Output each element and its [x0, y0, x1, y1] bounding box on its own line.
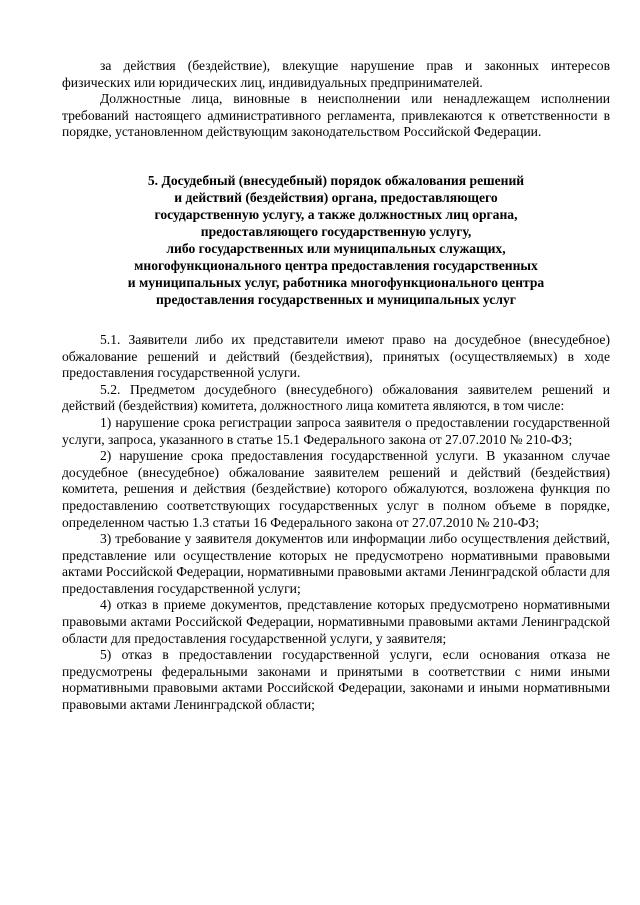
heading-line: предоставления государственных и муниципальных услуг	[156, 291, 516, 307]
list-item-1: 1) нарушение срока регистрации запроса заявителя о предоставлении государственной услуги, запроса, указанного в статье 15.1 Федерального закона от 27.07.2010 № 210-ФЗ;	[62, 414, 610, 447]
heading-line: государственную услугу, а также должностных лиц органа,	[154, 206, 518, 222]
intro-paragraph-2: Должностные лица, виновные в неисполнении или ненадлежащем исполнении требований настоящего административного регламента, привлекаются к ответственности в порядке, установленном действующим законодательством Российской Федерации.	[62, 91, 610, 140]
heading-line: многофункционального центра предоставления государственных	[134, 257, 538, 273]
list-item-5: 5) отказ в предоставлении государственной услуги, если основания отказа не предусмотрены федеральными законами и принятыми в соответствии с ними иными нормативными правовыми актами Российской Федерации, законами и иными нормативными правовыми актами Ленинградской области;	[62, 647, 610, 713]
heading-line: предоставляющего государственную услугу,	[200, 223, 472, 239]
heading-line: и действий (бездействия) органа, предоставляющего	[174, 189, 498, 205]
intro-paragraph-1: за действия (бездействие), влекущие нарушение прав и законных интересов физических или юридических лиц, индивидуальных предпринимателей.	[62, 58, 610, 90]
paragraph-5-2: 5.2. Предметом досудебного (внесудебного) обжалования заявителем решений и действий (бездействия) комитета, должностного лица комитета являются, в том числе:	[62, 381, 610, 414]
list-item-3: 3) требование у заявителя документов или информации либо осуществления действий, представление или осуществление которых не предусмотрено нормативными правовыми актами Российской Федерации, нормативными правовыми актами Ленинградской области для предоставления государственной услуги;	[62, 531, 610, 596]
heading-line: и муниципальных услуг, работника многофункционального центра	[127, 274, 545, 290]
heading-line: 5. Досудебный (внесудебный) порядок обжалования решений	[147, 172, 525, 188]
heading-line: либо государственных или муниципальных служащих,	[166, 240, 506, 256]
section-heading	[62, 172, 610, 308]
paragraph-5-1: 5.1. Заявители либо их представители имеют право на досудебное (внесудебное) обжалование решений и действий (бездействия), принятых (осуществляемых) в ходе предоставления государственной услуги.	[62, 331, 610, 381]
list-item-4: 4) отказ в приеме документов, представление которых предусмотрено нормативными правовыми актами Российской Федерации, нормативными правовыми актами Ленинградской области для предоставления государственной услуги, у заявителя;	[62, 597, 610, 646]
list-item-2: 2) нарушение срока предоставления государственной услуги. В указанном случае досудебное (внесудебное) обжалование заявителем решений и действий (бездействия) комитета, решения и действия (бездействие) которого обжалуются, возложена функция по предоставлению соответствующих государственных услуг в полном объеме в порядке, определенном частью 1.3 статьи 16 Федерального закона от 27.07.2010 № 210-ФЗ;	[62, 448, 610, 530]
